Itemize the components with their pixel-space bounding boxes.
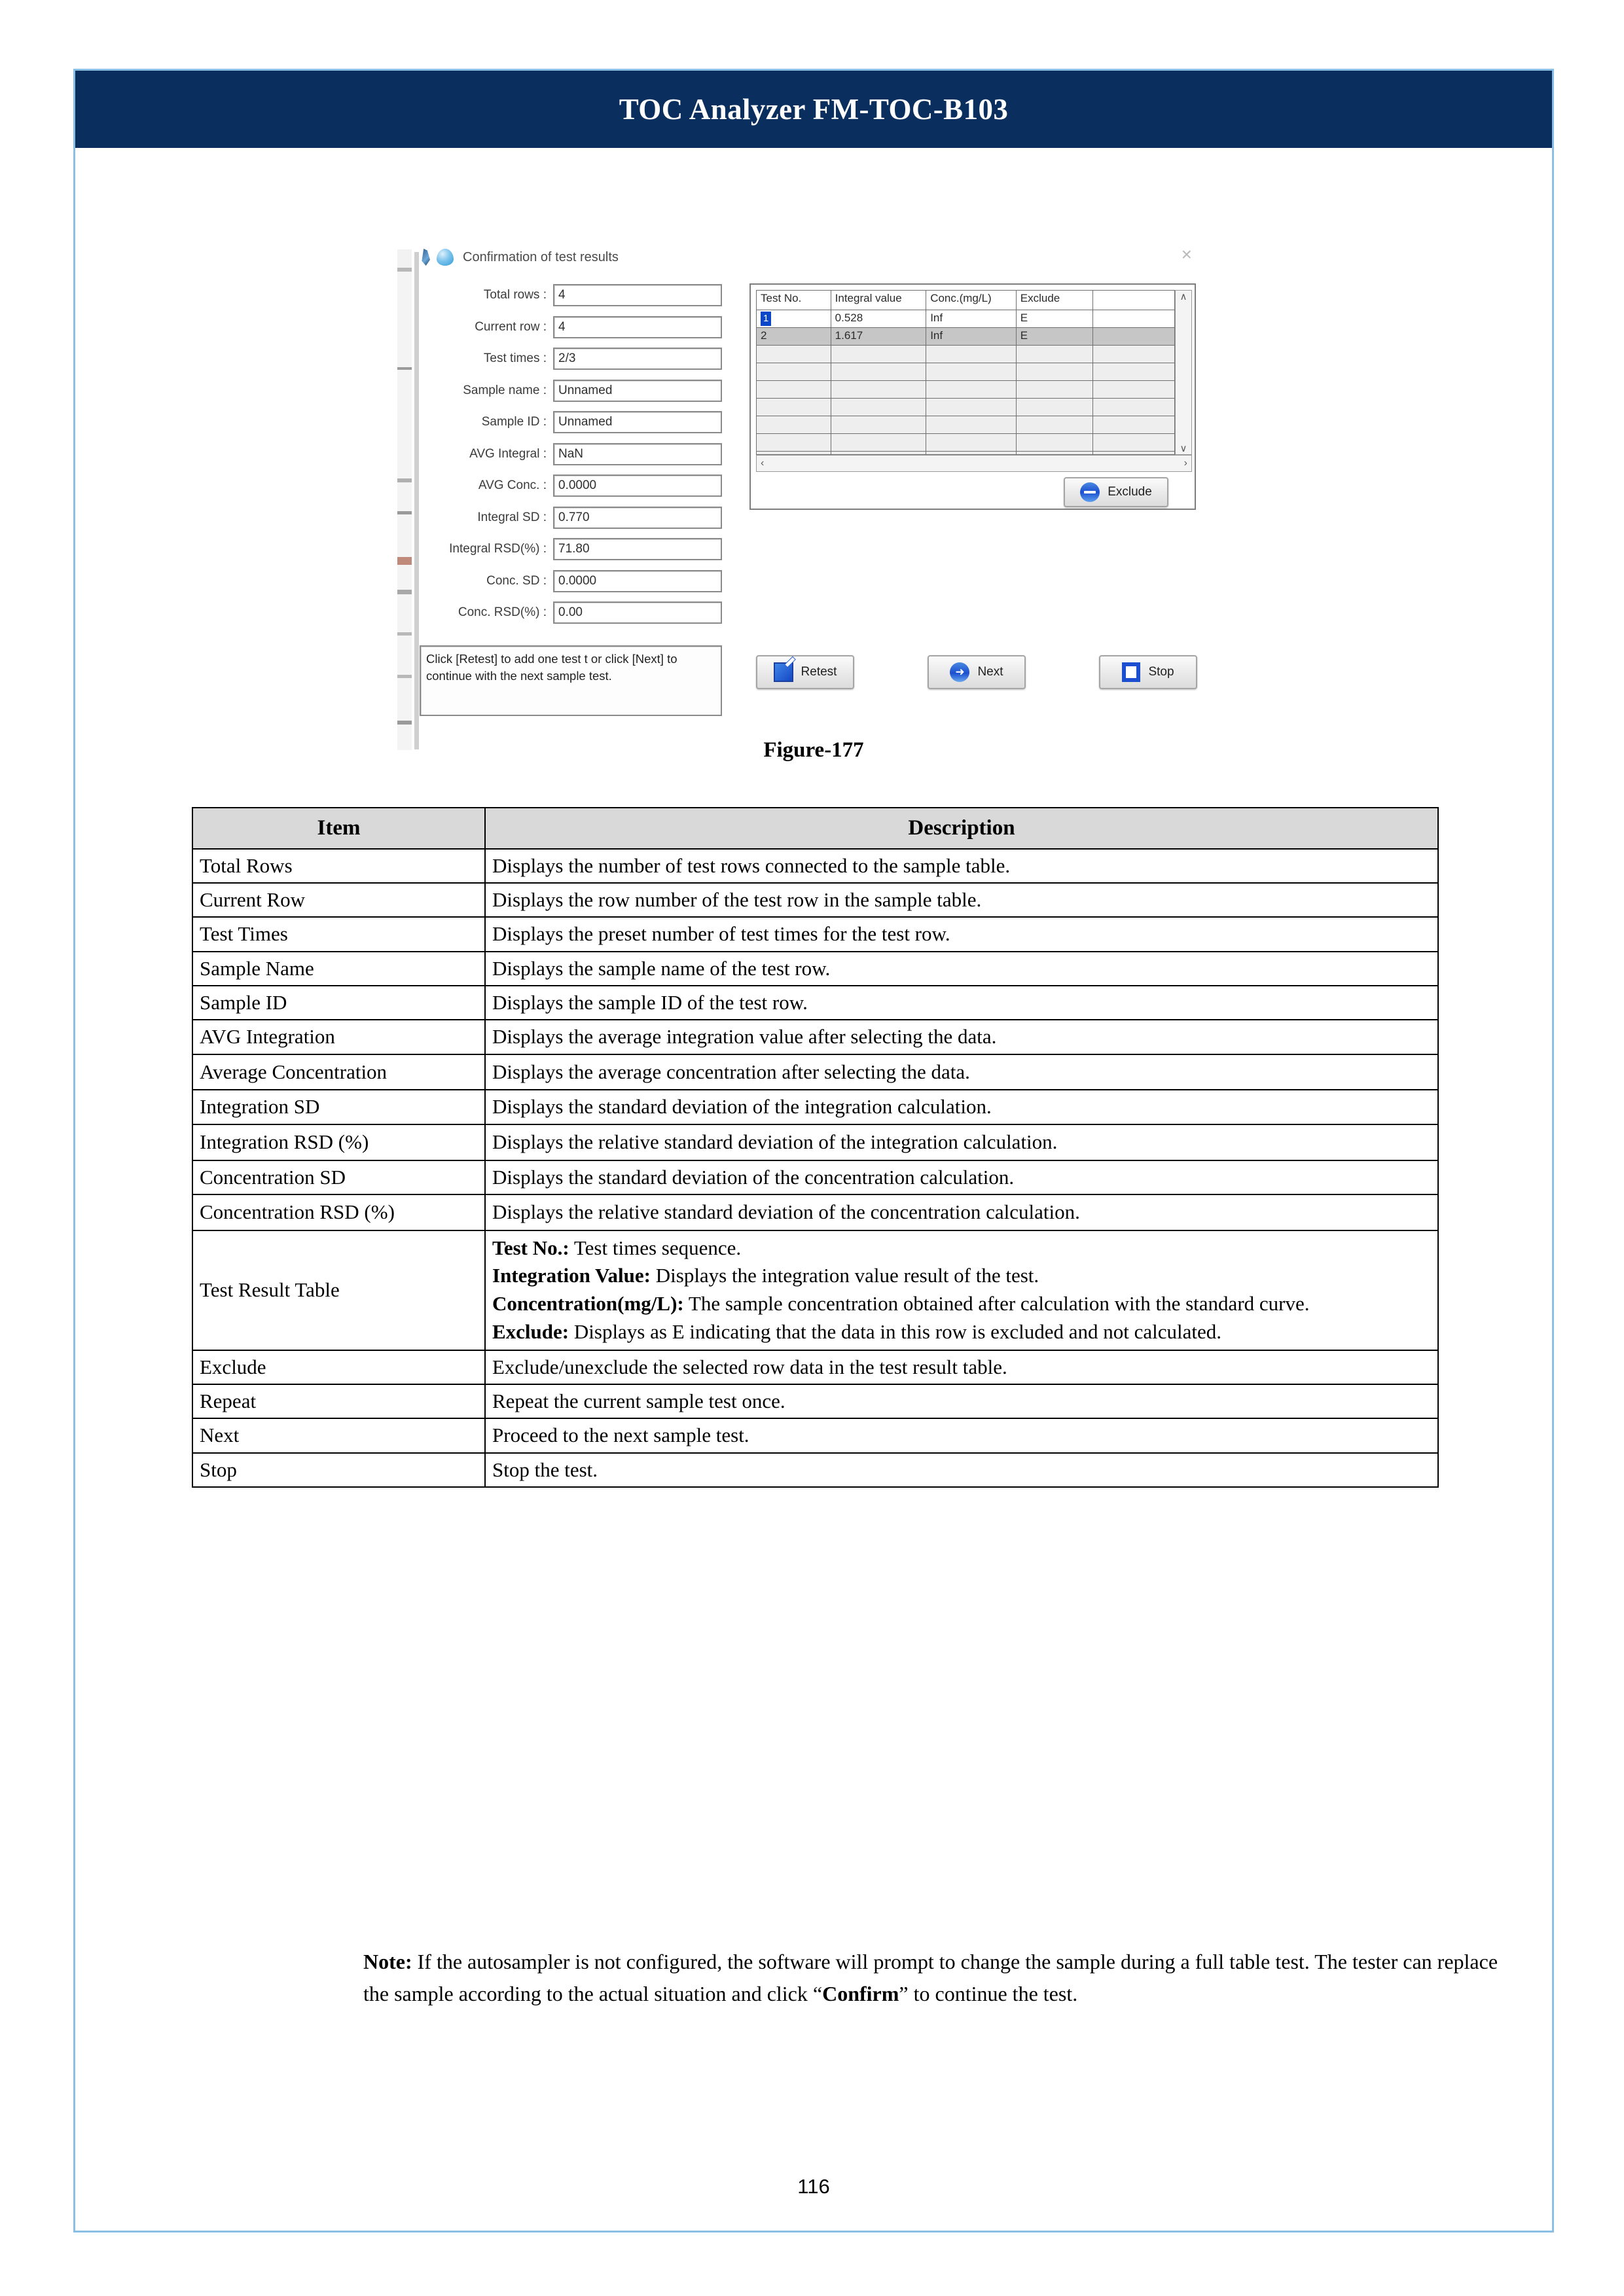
grid-cell-empty (926, 399, 1017, 416)
exclude-button-label: Exclude (1108, 485, 1152, 499)
table-row (192, 1194, 1438, 1230)
close-icon[interactable]: × (1181, 244, 1192, 264)
field-integral-rsd (422, 533, 743, 565)
row-item: Next (192, 1418, 485, 1452)
definition-text: Displays the integration value result of the test. (651, 1264, 1039, 1287)
definition-term: Concentration(mg/L): (492, 1292, 684, 1316)
table-row (192, 1350, 1438, 1384)
definition-exclude (492, 1318, 1431, 1346)
scroll-up-icon[interactable]: ∧ (1180, 291, 1187, 302)
grid-cell-empty (1093, 434, 1174, 452)
grid-cell-empty (757, 381, 831, 399)
table-row (192, 883, 1438, 917)
table-row (192, 917, 1438, 951)
minus-circle-icon (1080, 482, 1100, 502)
arrow-right-icon (950, 662, 969, 682)
row-description: Displays the relative standard deviation of the concentration calculation. (485, 1194, 1438, 1230)
table-row[interactable] (757, 399, 1174, 416)
field-sample-name (422, 375, 743, 407)
grid-cell-empty (757, 416, 831, 434)
table-row (192, 952, 1438, 986)
grid-cell-empty (926, 346, 1017, 363)
table-row-test-result-table (192, 1230, 1438, 1350)
avg-conc-input[interactable]: 0.0000 (553, 475, 722, 497)
table-row (192, 1020, 1438, 1054)
grid-col-conc: Conc.(mg/L) (926, 291, 1017, 310)
row-item: Integration SD (192, 1090, 485, 1124)
grid-cell-empty (926, 434, 1017, 452)
grid-cell-integral: 0.528 (831, 310, 927, 328)
column-header-description: Description (485, 808, 1438, 849)
row-item: Sample Name (192, 952, 485, 986)
field-label: Test times : (483, 351, 547, 366)
field-label: Sample ID : (481, 415, 547, 429)
definition-text: Displays as E indicating that the data in this row is excluded and not calculated. (569, 1319, 1222, 1343)
row-description: Stop the test. (485, 1453, 1438, 1487)
field-label: AVG Integral : (469, 446, 547, 461)
hint-textbox: Click [Retest] to add one test t or click [Next] to continue with the next sample test. (420, 645, 722, 716)
grid-cell-extra (1093, 328, 1174, 346)
definition-term: Test No.: (492, 1236, 569, 1259)
field-label: Conc. SD : (486, 573, 547, 588)
grid-col-extra (1093, 291, 1174, 310)
scroll-down-icon[interactable]: ∨ (1180, 443, 1187, 454)
scroll-right-icon[interactable]: › (1183, 457, 1187, 469)
grid-cell-empty (1017, 346, 1094, 363)
row-description: Proceed to the next sample test. (485, 1418, 1438, 1452)
grid-cell-test-no (757, 310, 831, 328)
stop-square-icon (1122, 662, 1140, 682)
sample-name-input[interactable]: Unnamed (553, 380, 722, 402)
row-item: Current Row (192, 883, 485, 917)
definition-term: Integration Value: (492, 1264, 651, 1287)
grid-cell-exclude: E (1017, 328, 1094, 346)
grid-cell-empty (831, 399, 927, 416)
total-rows-input[interactable]: 4 (553, 284, 722, 306)
grid-cell-empty (757, 363, 831, 381)
grid-cell-empty (831, 381, 927, 399)
row-item: Sample ID (192, 986, 485, 1020)
grid-cell-empty (1017, 416, 1094, 434)
table-row[interactable] (757, 310, 1174, 328)
row-item: Exclude (192, 1350, 485, 1384)
row-description: Displays the standard deviation of the concentration calculation. (485, 1160, 1438, 1194)
field-label: Current row : (475, 319, 547, 334)
row-description: Displays the sample name of the test row. (485, 952, 1438, 986)
field-test-times (422, 343, 743, 375)
definition-text: The sample concentration obtained after calculation with the standard curve. (683, 1292, 1310, 1316)
grid-col-test-no: Test No. (757, 291, 831, 310)
table-row (192, 1418, 1438, 1452)
row-item: Stop (192, 1453, 485, 1487)
row-description: Displays the number of test rows connected to the sample table. (485, 849, 1438, 883)
definition-term: Exclude: (492, 1319, 569, 1343)
definition-text: Test times sequence. (569, 1236, 742, 1259)
pencil-edit-icon (774, 662, 793, 682)
test-result-groupbox (749, 283, 1196, 510)
table-row[interactable] (757, 363, 1174, 381)
grid-cell-empty (757, 399, 831, 416)
grid-cell-empty (1017, 399, 1094, 416)
row-description: Displays the sample ID of the test row. (485, 986, 1438, 1020)
field-label: Conc. RSD(%) : (458, 605, 547, 620)
table-row[interactable] (757, 328, 1174, 346)
field-label: Sample name : (463, 383, 547, 397)
test-result-grid[interactable] (756, 290, 1175, 455)
field-conc-sd (422, 565, 743, 598)
dialog-screenshot (403, 243, 1214, 750)
exclude-button[interactable] (1064, 477, 1168, 507)
grid-cell-empty (1093, 399, 1174, 416)
avg-integral-input[interactable]: NaN (553, 443, 722, 465)
field-label: Total rows : (483, 288, 547, 302)
grid-cell-empty (1093, 346, 1174, 363)
document-page (73, 69, 1554, 2233)
row-item: Concentration SD (192, 1160, 485, 1194)
row-description: Displays the row number of the test row in the sample table. (485, 883, 1438, 917)
note-bold-word: Confirm (822, 1981, 899, 2005)
row-selection-marker: 1 (761, 312, 771, 326)
row-item: Repeat (192, 1384, 485, 1418)
column-header-item: Item (192, 808, 485, 849)
row-description: Displays the average integration value after selecting the data. (485, 1020, 1438, 1054)
grid-cell-empty (757, 346, 831, 363)
conc-rsd-input[interactable]: 0.00 (553, 601, 722, 624)
next-button[interactable] (928, 655, 1026, 689)
grid-col-integral: Integral value (831, 291, 927, 310)
table-row (192, 1090, 1438, 1124)
grid-header-row (757, 291, 1174, 310)
current-row-input[interactable]: 4 (553, 316, 722, 338)
integral-sd-input[interactable]: 0.770 (553, 507, 722, 529)
grid-cell-empty (1017, 381, 1094, 399)
row-item: Total Rows (192, 849, 485, 883)
grid-cell-empty (757, 434, 831, 452)
grid-vertical-scrollbar[interactable] (1175, 290, 1192, 455)
grid-cell-conc: Inf (926, 310, 1017, 328)
summary-form (422, 279, 743, 629)
definition-integration-value (492, 1262, 1431, 1290)
document-title: TOC Analyzer FM-TOC-B103 (619, 93, 1009, 126)
sample-id-input[interactable]: Unnamed (553, 411, 722, 433)
row-item: Test Result Table (192, 1230, 485, 1350)
row-item: Average Concentration (192, 1054, 485, 1090)
row-description (485, 1230, 1438, 1350)
table-row (192, 1160, 1438, 1194)
grid-cell-empty (831, 416, 927, 434)
field-conc-rsd (422, 597, 743, 629)
retest-button-label: Retest (801, 665, 837, 679)
definition-concentration (492, 1290, 1431, 1318)
table-row (192, 1054, 1438, 1090)
row-item: Integration RSD (%) (192, 1124, 485, 1160)
row-description: Exclude/unexclude the selected row data in the test result table. (485, 1350, 1438, 1384)
grid-cell-empty (831, 363, 927, 381)
background-window-edge (414, 252, 419, 749)
note-text-before: If the autosampler is not configured, the software will prompt to change the sample during a full table test. The tester can replace the sample according to the actual situation and click “ (363, 1950, 1498, 2005)
grid-cell-test-no: 2 (757, 328, 831, 346)
row-description: Displays the average concentration after selecting the data. (485, 1054, 1438, 1090)
table-row (192, 986, 1438, 1020)
integral-rsd-input[interactable]: 71.80 (553, 538, 722, 560)
table-row[interactable] (757, 434, 1174, 452)
field-avg-integral (422, 439, 743, 471)
grid-cell-empty (831, 434, 927, 452)
table-row[interactable] (757, 381, 1174, 399)
field-label: Integral RSD(%) : (449, 542, 547, 556)
test-times-input[interactable]: 2/3 (553, 348, 722, 370)
page-number: 116 (797, 2175, 830, 2198)
grid-cell-empty (926, 416, 1017, 434)
dialog-action-buttons (756, 655, 1197, 689)
table-row (192, 1384, 1438, 1418)
grid-cell-empty (831, 346, 927, 363)
note-paragraph (363, 1946, 1506, 2009)
field-label: AVG Conc. : (478, 478, 547, 493)
note-text-after: ” to continue the test. (899, 1981, 1078, 2005)
table-row[interactable] (757, 346, 1174, 363)
row-item: Concentration RSD (%) (192, 1194, 485, 1230)
table-row (192, 1453, 1438, 1487)
dialog-title: Confirmation of test results (463, 249, 619, 264)
row-item: Test Times (192, 917, 485, 951)
grid-horizontal-scrollbar[interactable] (756, 455, 1192, 472)
field-sample-id (422, 406, 743, 439)
table-row[interactable] (757, 416, 1174, 434)
background-window-sliver (397, 249, 412, 750)
figure-caption: Figure-177 (763, 738, 864, 762)
table-row (192, 1124, 1438, 1160)
grid-cell-conc: Inf (926, 328, 1017, 346)
next-button-label: Next (977, 665, 1003, 679)
grid-cell-empty (1093, 381, 1174, 399)
page-header-banner (75, 71, 1552, 148)
grid-cell-extra (1093, 310, 1174, 328)
grid-cell-integral: 1.617 (831, 328, 927, 346)
row-description: Displays the relative standard deviation of the integration calculation. (485, 1124, 1438, 1160)
grid-cell-empty (926, 363, 1017, 381)
field-current-row (422, 312, 743, 344)
dialog-titlebar (420, 243, 1214, 272)
field-total-rows (422, 279, 743, 312)
table-header-row (192, 808, 1438, 849)
grid-cell-empty (1093, 363, 1174, 381)
grid-cell-empty (1017, 363, 1094, 381)
row-description: Displays the standard deviation of the integration calculation. (485, 1090, 1438, 1124)
app-logo-icon (421, 249, 430, 266)
grid-cell-empty (926, 381, 1017, 399)
row-description: Repeat the current sample test once. (485, 1384, 1438, 1418)
table-row (192, 849, 1438, 883)
stop-button-label: Stop (1148, 665, 1174, 679)
grid-cell-exclude: E (1017, 310, 1094, 328)
water-drop-icon (437, 249, 454, 266)
note-label: Note: (363, 1950, 412, 1973)
row-description: Displays the preset number of test times for the test row. (485, 917, 1438, 951)
scroll-left-icon[interactable]: ‹ (761, 457, 765, 469)
grid-cell-empty (1093, 416, 1174, 434)
field-avg-conc (422, 470, 743, 502)
retest-button[interactable] (756, 655, 854, 689)
conc-sd-input[interactable]: 0.0000 (553, 570, 722, 592)
definition-test-no (492, 1234, 1431, 1263)
stop-button[interactable] (1099, 655, 1197, 689)
field-label: Integral SD : (477, 510, 547, 524)
grid-cell-empty (1017, 434, 1094, 452)
row-item: AVG Integration (192, 1020, 485, 1054)
field-integral-sd (422, 502, 743, 534)
figure-area (75, 148, 1552, 750)
grid-col-exclude: Exclude (1017, 291, 1094, 310)
description-table (192, 807, 1439, 1488)
